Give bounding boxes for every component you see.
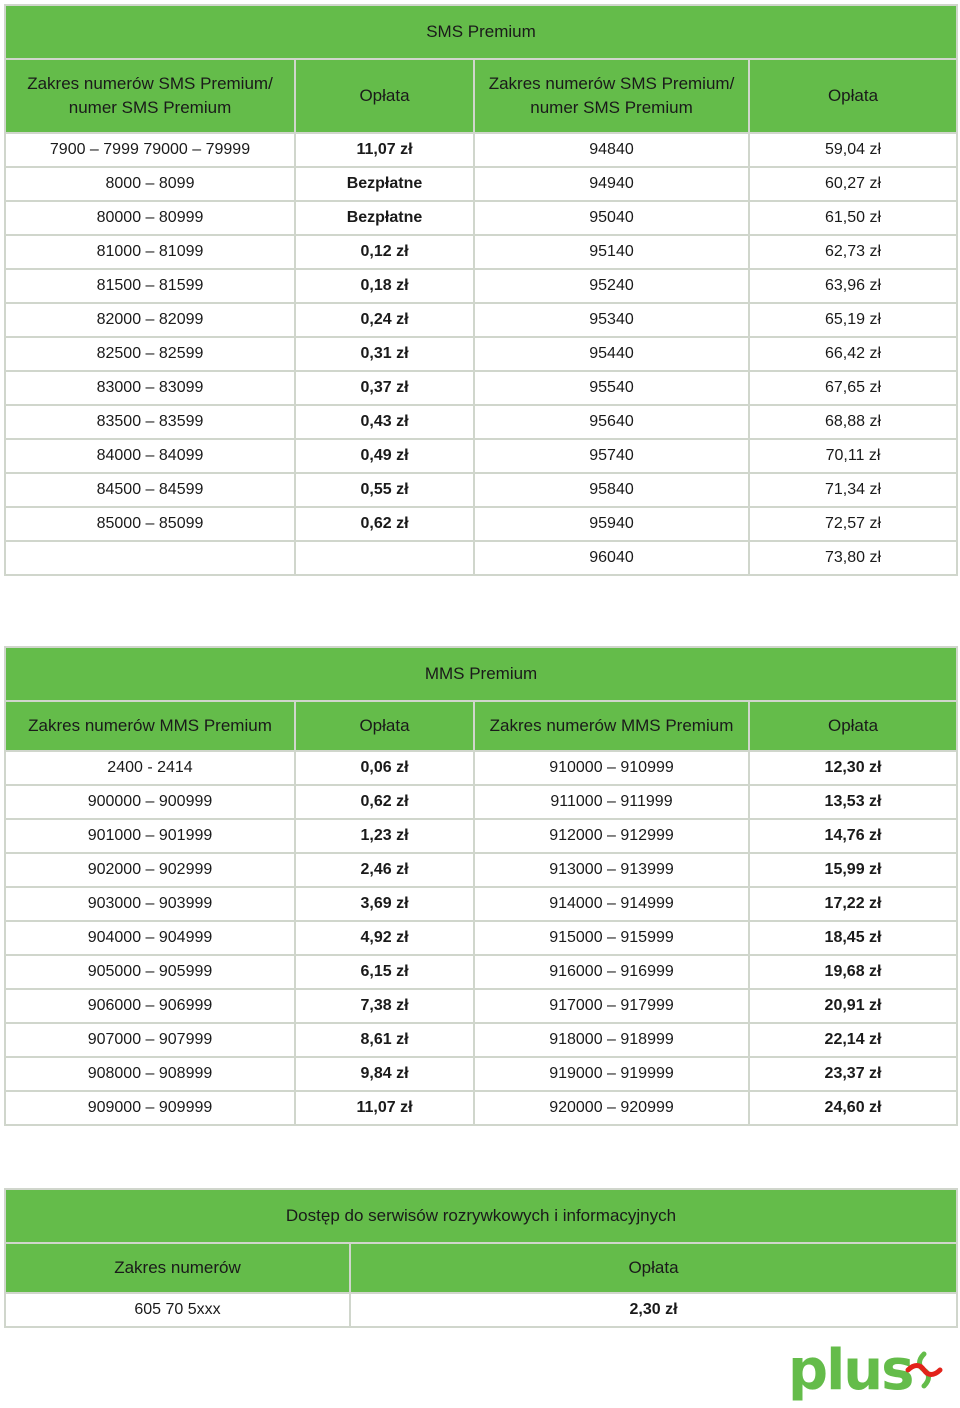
table-cell: 1,23 zł: [295, 819, 474, 853]
table-cell: 0,18 zł: [295, 269, 474, 303]
table-row: [5, 751, 957, 785]
table-cell: 905000 – 905999: [5, 955, 295, 989]
mms-title: MMS Premium: [5, 647, 957, 701]
table-cell: 0,31 zł: [295, 337, 474, 371]
sms-title: SMS Premium: [5, 5, 957, 59]
table-row: [5, 439, 957, 473]
table-cell: 62,73 zł: [749, 235, 957, 269]
table-row: [5, 371, 957, 405]
table-cell: 908000 – 908999: [5, 1057, 295, 1091]
table-cell: 907000 – 907999: [5, 1023, 295, 1057]
table-row: [5, 303, 957, 337]
plus-logo-text: plus: [788, 1338, 913, 1403]
table-cell: 66,42 zł: [749, 337, 957, 371]
table-cell: [5, 541, 295, 575]
table-row: [5, 921, 957, 955]
table-row: [5, 955, 957, 989]
table-cell: 914000 – 914999: [474, 887, 749, 921]
table-cell: 63,96 zł: [749, 269, 957, 303]
table-cell: 13,53 zł: [749, 785, 957, 819]
table-cell: 904000 – 904999: [5, 921, 295, 955]
table-cell: 0,55 zł: [295, 473, 474, 507]
table-cell: 3,69 zł: [295, 887, 474, 921]
table-row: [5, 235, 957, 269]
table-cell: 11,07 zł: [295, 1091, 474, 1125]
table-row: [5, 133, 957, 167]
table-row: [5, 1293, 957, 1327]
table-cell: 22,14 zł: [749, 1023, 957, 1057]
table-cell: 81500 – 81599: [5, 269, 295, 303]
table-row: [5, 853, 957, 887]
table-cell: 95140: [474, 235, 749, 269]
table-row: [5, 201, 957, 235]
table-row: [5, 337, 957, 371]
table-cell: 12,30 zł: [749, 751, 957, 785]
sms-column-header: Zakres numerów SMS Premium/ numer SMS Premium: [474, 59, 749, 133]
table-row: [5, 785, 957, 819]
table-row: [5, 1023, 957, 1057]
table-cell: 8,61 zł: [295, 1023, 474, 1057]
plus-logo-icon: [904, 1350, 944, 1390]
table-cell: 95440: [474, 337, 749, 371]
table-cell: 906000 – 906999: [5, 989, 295, 1023]
table-cell: 72,57 zł: [749, 507, 957, 541]
table-cell: 920000 – 920999: [474, 1091, 749, 1125]
table-cell: 61,50 zł: [749, 201, 957, 235]
table-cell: Bezpłatne: [295, 201, 474, 235]
table-cell: 918000 – 918999: [474, 1023, 749, 1057]
table-cell: 95940: [474, 507, 749, 541]
sms-column-header: Zakres numerów SMS Premium/ numer SMS Premium: [5, 59, 295, 133]
table-cell: 0,12 zł: [295, 235, 474, 269]
table-row: [5, 167, 957, 201]
table-cell: 84500 – 84599: [5, 473, 295, 507]
sms-premium-table: [4, 4, 958, 576]
mms-column-header: Opłata: [295, 701, 474, 751]
table-cell: 95040: [474, 201, 749, 235]
table-cell: 18,45 zł: [749, 921, 957, 955]
table-cell: 82500 – 82599: [5, 337, 295, 371]
table-cell: 23,37 zł: [749, 1057, 957, 1091]
table-cell: 82000 – 82099: [5, 303, 295, 337]
table-cell: 68,88 zł: [749, 405, 957, 439]
table-cell: 916000 – 916999: [474, 955, 749, 989]
table-cell: 95840: [474, 473, 749, 507]
table-row: [5, 541, 957, 575]
table-cell: 83000 – 83099: [5, 371, 295, 405]
table-cell: 909000 – 909999: [5, 1091, 295, 1125]
table-cell: 70,11 zł: [749, 439, 957, 473]
table-cell: 80000 – 80999: [5, 201, 295, 235]
table-cell: 67,65 zł: [749, 371, 957, 405]
table-cell: 605 70 5xxx: [5, 1293, 350, 1327]
table-cell: 0,62 zł: [295, 507, 474, 541]
mms-column-header: Zakres numerów MMS Premium: [5, 701, 295, 751]
table-cell: 9,84 zł: [295, 1057, 474, 1091]
table-cell: 83500 – 83599: [5, 405, 295, 439]
table-cell: 20,91 zł: [749, 989, 957, 1023]
sms-title-row: [5, 5, 957, 59]
table-cell: 95340: [474, 303, 749, 337]
table-cell: 84000 – 84099: [5, 439, 295, 473]
table-cell: 96040: [474, 541, 749, 575]
plus-logo: [788, 1338, 948, 1404]
table-row: [5, 1091, 957, 1125]
table-cell: 902000 – 902999: [5, 853, 295, 887]
table-cell: 2,46 zł: [295, 853, 474, 887]
table-cell: 4,92 zł: [295, 921, 474, 955]
table-cell: 85000 – 85099: [5, 507, 295, 541]
table-cell: Bezpłatne: [295, 167, 474, 201]
table-cell: 912000 – 912999: [474, 819, 749, 853]
table-row: [5, 269, 957, 303]
table-cell: 915000 – 915999: [474, 921, 749, 955]
table-cell: 95240: [474, 269, 749, 303]
info-column-header: Opłata: [350, 1243, 957, 1293]
info-title-row: [5, 1189, 957, 1243]
table-cell: 24,60 zł: [749, 1091, 957, 1125]
mms-column-header: Opłata: [749, 701, 957, 751]
table-cell: 65,19 zł: [749, 303, 957, 337]
sms-column-header: Opłata: [749, 59, 957, 133]
mms-header-row: [5, 701, 957, 751]
table-cell: 17,22 zł: [749, 887, 957, 921]
table-cell: 919000 – 919999: [474, 1057, 749, 1091]
table-cell: 911000 – 911999: [474, 785, 749, 819]
table-cell: 15,99 zł: [749, 853, 957, 887]
mms-column-header: Zakres numerów MMS Premium: [474, 701, 749, 751]
table-cell: 7,38 zł: [295, 989, 474, 1023]
table-cell: 910000 – 910999: [474, 751, 749, 785]
table-cell: 0,37 zł: [295, 371, 474, 405]
info-services-table: [4, 1188, 958, 1328]
table-row: [5, 887, 957, 921]
table-cell: 81000 – 81099: [5, 235, 295, 269]
info-title: Dostęp do serwisów rozrywkowych i informacyjnych: [5, 1189, 957, 1243]
table-row: [5, 473, 957, 507]
table-cell: 71,34 zł: [749, 473, 957, 507]
table-cell: 903000 – 903999: [5, 887, 295, 921]
table-cell: 95640: [474, 405, 749, 439]
table-row: [5, 989, 957, 1023]
table-row: [5, 405, 957, 439]
table-cell: 59,04 zł: [749, 133, 957, 167]
table-cell: 913000 – 913999: [474, 853, 749, 887]
info-column-header: Zakres numerów: [5, 1243, 350, 1293]
table-cell: 7900 – 7999 79000 – 79999: [5, 133, 295, 167]
mms-title-row: [5, 647, 957, 701]
sms-header-row: [5, 59, 957, 133]
table-cell: 0,24 zł: [295, 303, 474, 337]
table-cell: 60,27 zł: [749, 167, 957, 201]
table-cell: 2,30 zł: [350, 1293, 957, 1327]
table-cell: 8000 – 8099: [5, 167, 295, 201]
table-cell: 2400 - 2414: [5, 751, 295, 785]
table-cell: 0,06 zł: [295, 751, 474, 785]
table-cell: [295, 541, 474, 575]
table-cell: 900000 – 900999: [5, 785, 295, 819]
mms-premium-table: [4, 646, 958, 1126]
table-cell: 95740: [474, 439, 749, 473]
table-row: [5, 819, 957, 853]
table-cell: 14,76 zł: [749, 819, 957, 853]
table-cell: 0,49 zł: [295, 439, 474, 473]
info-header-row: [5, 1243, 957, 1293]
table-cell: 0,43 zł: [295, 405, 474, 439]
table-cell: 94840: [474, 133, 749, 167]
table-cell: 917000 – 917999: [474, 989, 749, 1023]
table-cell: 73,80 zł: [749, 541, 957, 575]
table-cell: 0,62 zł: [295, 785, 474, 819]
table-cell: 95540: [474, 371, 749, 405]
table-cell: 901000 – 901999: [5, 819, 295, 853]
sms-column-header: Opłata: [295, 59, 474, 133]
table-cell: 94940: [474, 167, 749, 201]
table-row: [5, 507, 957, 541]
table-cell: 11,07 zł: [295, 133, 474, 167]
table-row: [5, 1057, 957, 1091]
table-cell: 6,15 zł: [295, 955, 474, 989]
table-cell: 19,68 zł: [749, 955, 957, 989]
